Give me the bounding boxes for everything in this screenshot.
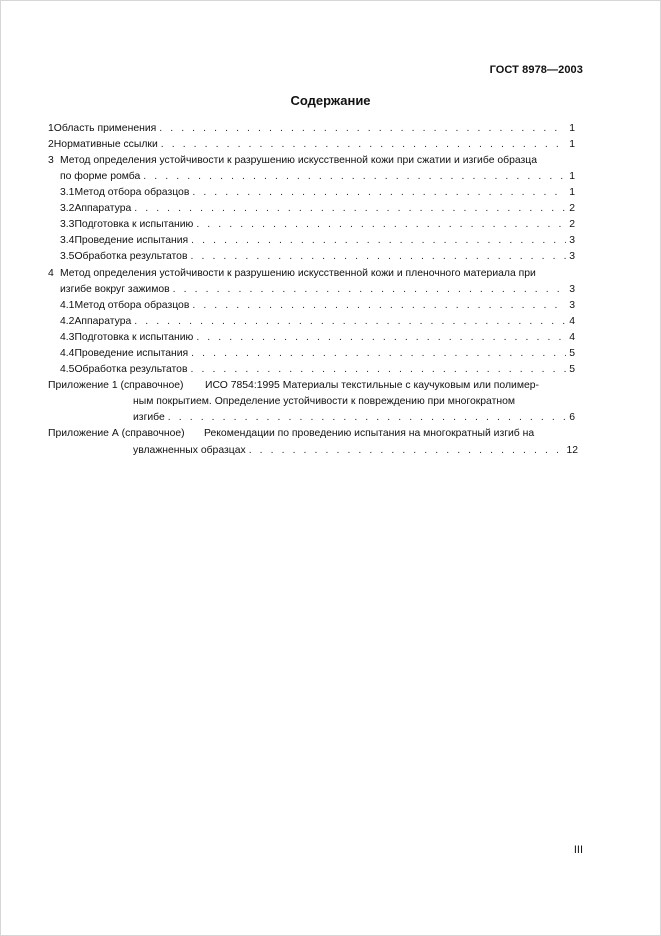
toc-entry-number: 4.4: [60, 348, 75, 359]
toc-appendix-1-continuation[interactable]: [133, 395, 575, 409]
toc-entry-number: 3.5: [60, 251, 75, 262]
toc-entry-page: 3: [569, 235, 575, 246]
toc-entry-1[interactable]: [48, 122, 575, 136]
toc-entry-number: 3.1: [60, 187, 75, 198]
appendix-text: ным покрытием. Определение устойчивости к повреждению при многократном: [133, 396, 516, 407]
toc-entry-text: Метод определения устойчивости к разрушению искусственной кожи и пленочного материала при: [60, 268, 536, 279]
dot-leader: [191, 347, 566, 361]
toc-entry-page: 4: [569, 332, 575, 343]
toc-entry-page: 1: [569, 123, 575, 134]
toc-entry-3[interactable]: [48, 154, 575, 168]
toc-entry-page: 1: [569, 187, 575, 198]
toc-entry-number: 1: [48, 123, 54, 134]
dot-leader: [173, 283, 567, 297]
toc-entry-page: 3: [569, 251, 575, 262]
appendix-text: изгибе: [133, 412, 165, 423]
toc-entry-4-4[interactable]: [60, 347, 575, 361]
toc-entry-4-5[interactable]: [60, 363, 575, 377]
toc-entry-number: 3.3: [60, 219, 75, 230]
toc-entry-number: 3.4: [60, 235, 75, 246]
dot-leader: [168, 411, 566, 425]
toc-entry-page: 6: [569, 412, 575, 423]
toc-entry-page: 3: [569, 284, 575, 295]
dot-leader: [192, 186, 566, 200]
toc-entry-text: Подготовка к испытанию: [74, 219, 194, 230]
toc-entry-text: Нормативные ссылки: [53, 139, 158, 150]
dot-leader: [191, 234, 566, 248]
toc-entry-3-continuation[interactable]: [60, 170, 575, 184]
toc-entry-2[interactable]: [48, 138, 575, 152]
toc-appendix-a[interactable]: [48, 427, 575, 441]
dot-leader: [161, 138, 566, 152]
toc-entry-text: Обработка результатов: [74, 251, 188, 262]
toc-entry-text: Метод определения устойчивости к разрушению искусственной кожи при сжатии и изгибе образца: [60, 155, 538, 166]
toc-appendix-1[interactable]: [48, 379, 575, 393]
toc-entry-text: Метод отбора образцов: [74, 300, 190, 311]
toc-entry-page: 2: [569, 203, 575, 214]
toc-entry-4-3[interactable]: [60, 331, 575, 345]
dot-leader: [191, 363, 567, 377]
toc-entry-3-2[interactable]: [60, 202, 575, 216]
toc-entry-3-4[interactable]: [60, 234, 575, 248]
toc-entry-page: 5: [569, 348, 575, 359]
dot-leader: [192, 299, 566, 313]
toc-entry-4[interactable]: [48, 267, 575, 281]
appendix-label: Приложение 1 (справочное): [48, 380, 184, 391]
dot-leader: [159, 122, 566, 136]
appendix-text: Рекомендации по проведению испытания на многократный изгиб на: [204, 428, 535, 439]
toc-entry-text: по форме ромба: [60, 171, 141, 182]
dot-leader: [249, 444, 564, 458]
dot-leader: [191, 250, 567, 264]
toc-title: Содержание: [290, 93, 371, 108]
appendix-text: увлажненных образцах: [133, 445, 246, 456]
appendix-label: Приложение А (справочное): [48, 428, 185, 439]
toc-entry-text: Проведение испытания: [74, 235, 189, 246]
toc-entry-page: 1: [569, 171, 575, 182]
toc-entry-text: Обработка результатов: [74, 364, 188, 375]
dot-leader: [134, 202, 566, 216]
dot-leader: [134, 315, 566, 329]
toc-entry-text: изгибе вокруг зажимов: [60, 284, 170, 295]
toc-entry-text: Подготовка к испытанию: [74, 332, 194, 343]
toc-entry-4-continuation[interactable]: [60, 283, 575, 297]
toc-entry-text: Аппаратура: [74, 203, 132, 214]
toc-entry-page: 3: [569, 300, 575, 311]
toc-entry-3-1[interactable]: [60, 186, 575, 200]
toc-entry-number: 4: [48, 268, 54, 279]
toc-entry-number: 4.3: [60, 332, 75, 343]
page-number: III: [573, 844, 583, 856]
toc-appendix-a-continuation[interactable]: [133, 444, 578, 458]
toc-entry-number: 3: [48, 155, 54, 166]
dot-leader: [143, 170, 566, 184]
toc-entry-text: Метод отбора образцов: [74, 187, 190, 198]
standard-header: ГОСТ 8978—2003: [489, 64, 583, 76]
toc-entry-number: 2: [48, 139, 54, 150]
dot-leader: [196, 331, 566, 345]
toc-entry-number: 4.2: [60, 316, 75, 327]
toc-entry-number: 3.2: [60, 203, 75, 214]
toc-entry-number: 4.5: [60, 364, 75, 375]
toc-entry-text: Область применения: [53, 123, 157, 134]
toc-entry-page: 1: [569, 139, 575, 150]
toc-entry-4-2[interactable]: [60, 315, 575, 329]
appendix-text: ИСО 7854:1995 Материалы текстильные с каучуковым или полимер-: [205, 380, 539, 391]
toc-entry-text: Аппаратура: [74, 316, 132, 327]
toc-entry-page: 5: [569, 364, 575, 375]
toc-entry-number: 4.1: [60, 300, 75, 311]
toc-entry-3-3[interactable]: [60, 218, 575, 232]
toc-entry-3-5[interactable]: [60, 250, 575, 264]
dot-leader: [196, 218, 566, 232]
toc-entry-page: 12: [566, 445, 578, 456]
toc-appendix-1-continuation[interactable]: [133, 411, 575, 425]
toc-entry-text: Проведение испытания: [74, 348, 189, 359]
toc-entry-4-1[interactable]: [60, 299, 575, 313]
toc-entry-page: 4: [569, 316, 575, 327]
toc-entry-page: 2: [569, 219, 575, 230]
